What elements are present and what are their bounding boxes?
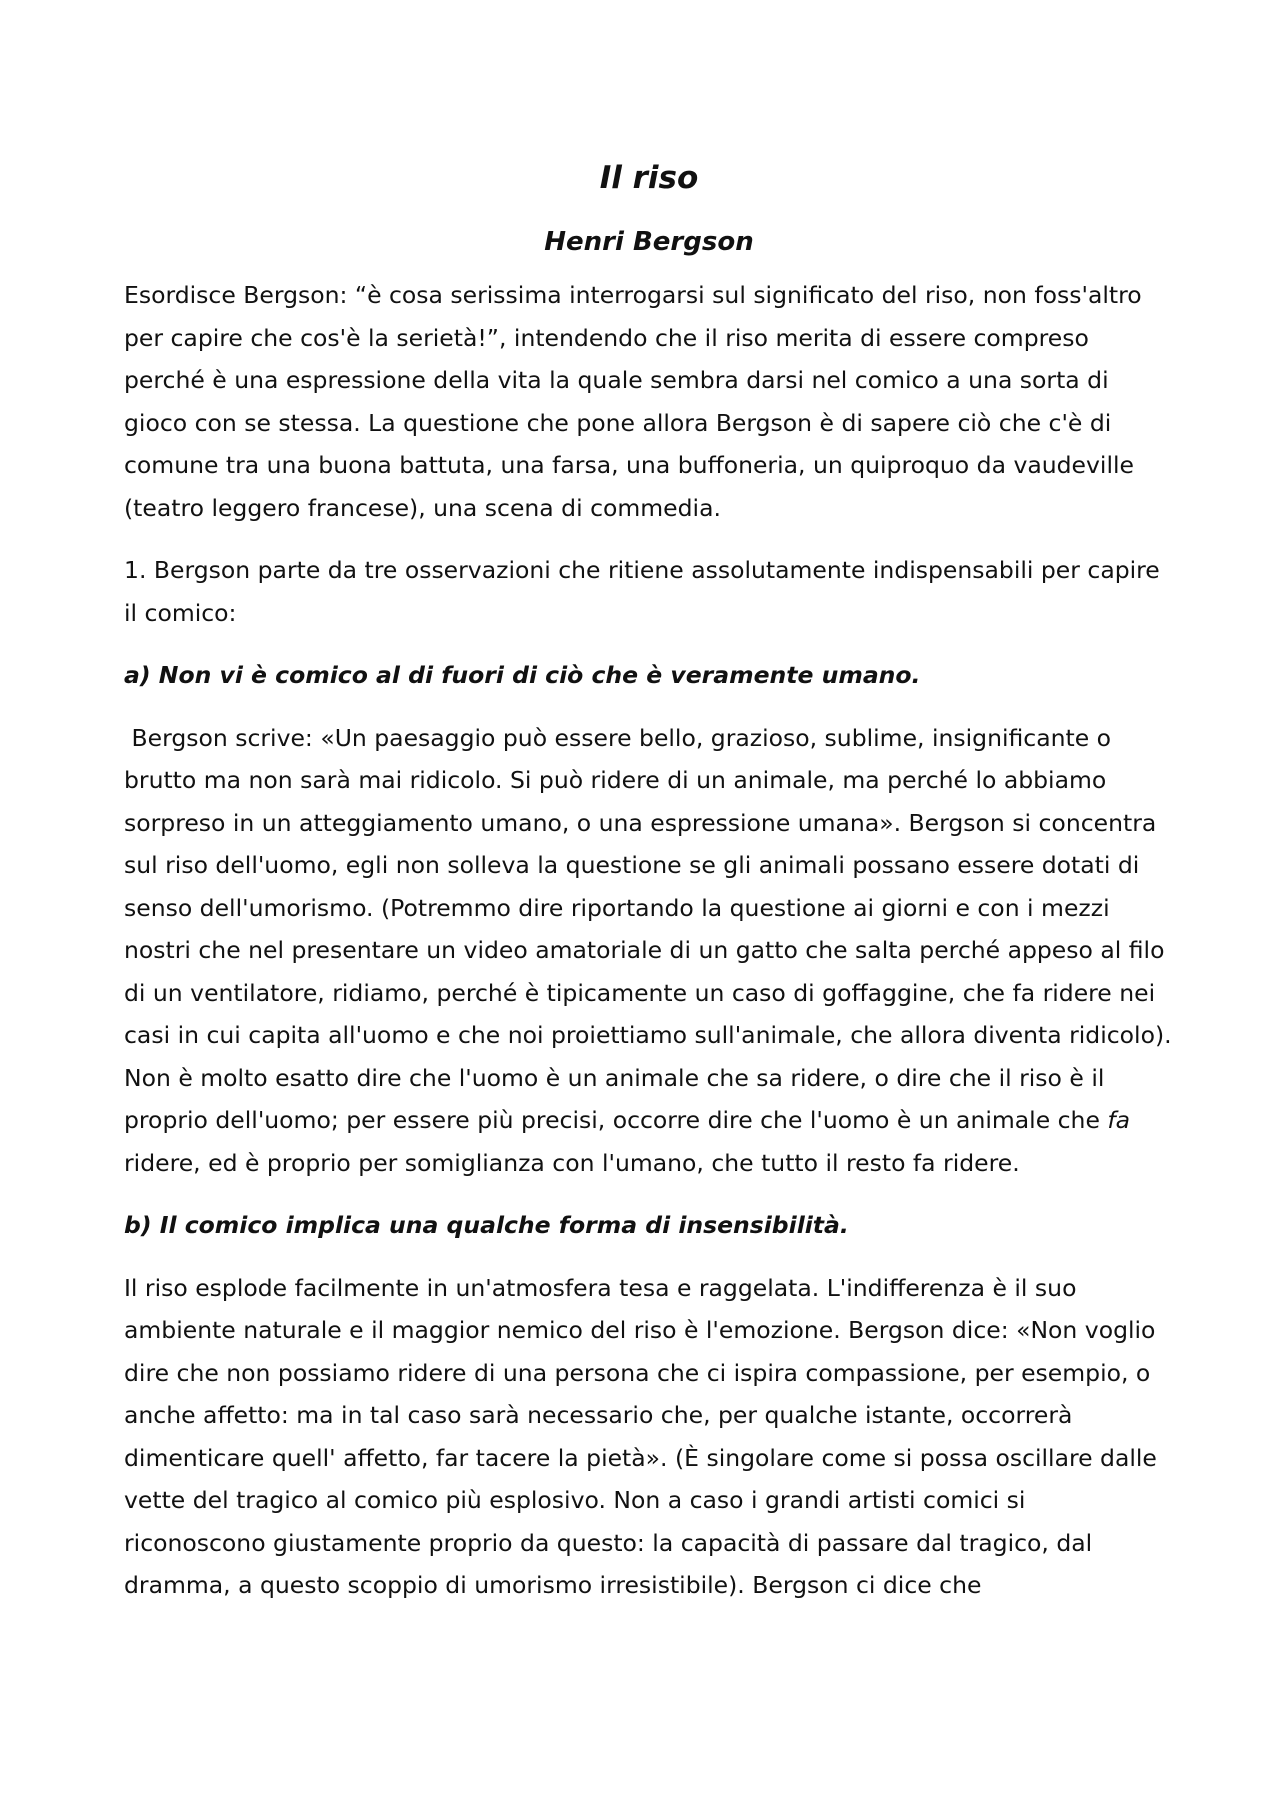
paragraph-section-a-text-2: ridere, ed è proprio per somiglianza con l'umano, che tutto il resto fa ridere. <box>124 1148 1020 1177</box>
emphasis-fa: fa <box>1107 1106 1131 1135</box>
section-heading-b: b) Il comico implica una qualche forma di insensibilità. <box>124 1211 849 1240</box>
paragraph-point-1: 1. Bergson parte da tre osservazioni che ritiene assolutamente indispensabili per capire il comico: <box>124 556 1160 627</box>
paragraph-intro: Esordisce Bergson: “è cosa serissima interrogarsi sul significato del riso, non foss'altro per capire che cos'è la serietà!”, intendendo che il riso merita di essere compreso perché è una espressione della vita la quale sembra darsi nel comico a una sorta di gioco con se stessa. La questione che pone allora Bergson è di sapere ciò che c'è di comune tra una buona battuta, una farsa, una buffoneria, un quiproquo da vaudeville (teatro leggero francese), una scena di commedia. <box>124 281 1142 522</box>
document-title: Il riso <box>599 160 699 196</box>
paragraph-section-a <box>124 717 1174 1185</box>
paragraph-section-a-text-1: Bergson scrive: «Un paesaggio può essere bello, grazioso, sublime, insignificante o brutto ma non sarà mai ridicolo. Si può ridere di un animale, ma perché lo abbiamo sorpreso in un atteggiamento umano, o una espressione umana». Bergson si concentra sul riso dell'uomo, egli non solleva la questione se gli animali possano essere dotati di senso dell'umorismo. (Potremmo dire riportando la questione ai giorni e con i mezzi nostri che nel presentare un video amatoriale di un gatto che salta perché appeso al filo di un ventilatore, ridiamo, perché è tipicamente un caso di goffaggine, che fa ridere nei casi in cui capita all'uomo e che noi proiettiamo sull'animale, che allora diventa ridicolo). Non è molto esatto dire che l'uomo è un animale che sa ridere, o dire che il riso è il proprio dell'uomo; per essere più precisi, occorre dire che l'uomo è un animale che <box>124 723 1172 1135</box>
section-heading-a: a) Non vi è comico al di fuori di ciò che è veramente umano. <box>124 661 921 690</box>
document-author: Henri Bergson <box>544 227 754 258</box>
paragraph-section-b: Il riso esplode facilmente in un'atmosfera tesa e raggelata. L'indifferenza è il suo ambiente naturale e il maggior nemico del riso è l'emozione. Bergson dice: «Non voglio dire che non possiamo ridere di una persona che ci ispira compassione, per esempio, o anche affetto: ma in tal caso sarà necessario che, per qualche istante, occorrerà dimenticare quell' affetto, far tacere la pietà». (È singolare come si possa oscillare dalle vette del tragico al comico più esplosivo. Non a caso i grandi artisti comici si riconoscono giustamente proprio da questo: la capacità di passare dal tragico, dal dramma, a questo scoppio di umorismo irresistibile). Bergson ci dice che <box>124 1273 1157 1600</box>
document-body <box>124 150 1174 1607</box>
